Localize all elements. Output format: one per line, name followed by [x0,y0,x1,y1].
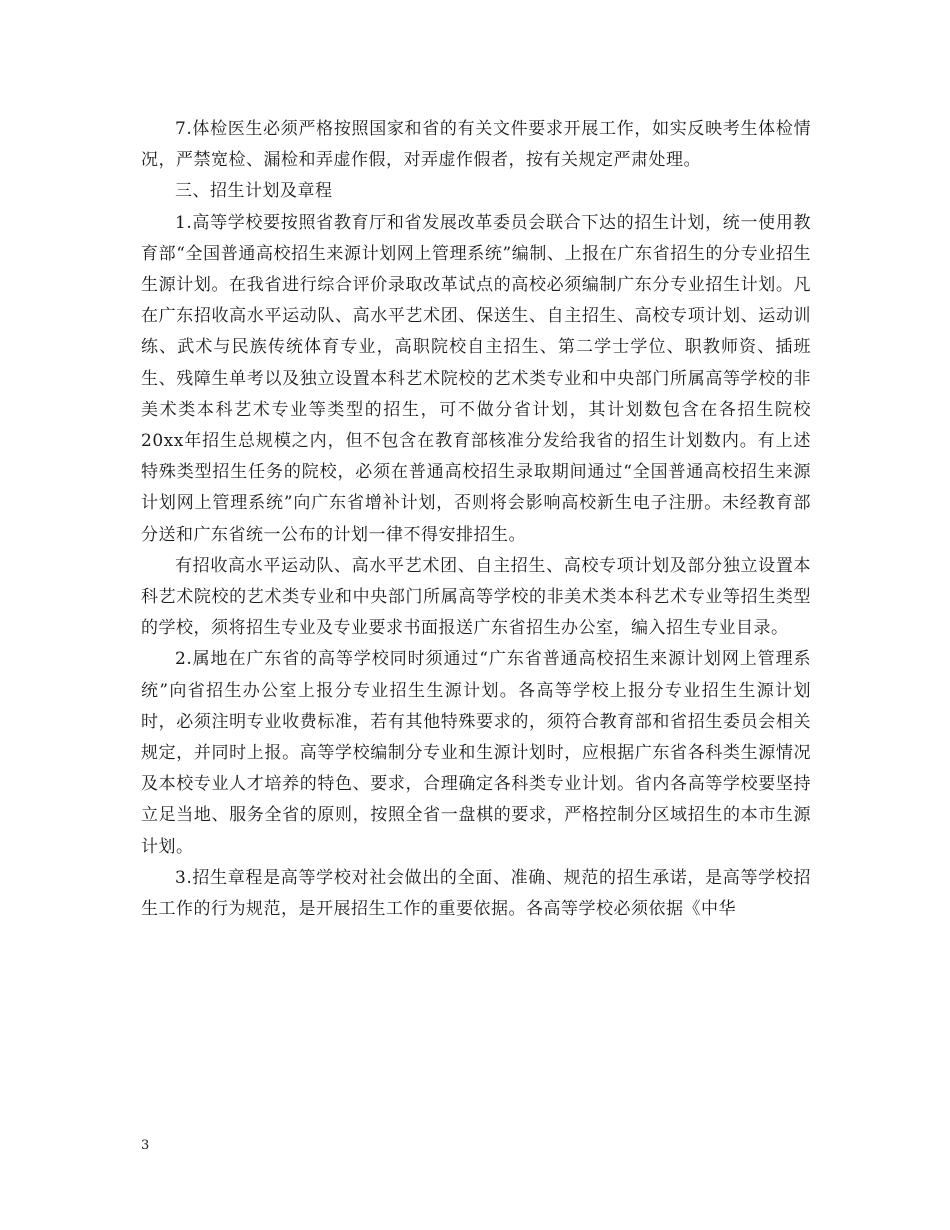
section-heading-enrollment-plan: 三、招生计划及章程 [175,181,333,202]
paragraph-enrollment-charter-3: 3.招生章程是高等学校对社会做出的全面、准确、规范的招生承诺，是高等学校招生工作的行为规范，是开展招生工作的重要依据。各高等学校必须依据《中华 [141,867,811,920]
document-body [141,114,811,925]
paragraph-special-types: 有招收高水平运动队、高水平艺术团、自主招生、高校专项计划及部分独立设置本科艺术院校的艺术类专业和中央部门所属高等学校的非美术类本科艺术专业等招生类型的学校，须将招生专业及专业要求书面报送广东省招生办公室，编入招生专业目录。 [141,555,811,639]
page-number: 3 [141,1138,150,1153]
paragraph-medical-exam: 7.体检医生必须严格按照国家和省的有关文件要求开展工作，如实反映考生体检情况，严禁宽检、漏检和弄虚作假，对弄虚作假者，按有关规定严肃处理。 [141,119,811,171]
paragraph-enrollment-plan-1: 1.高等学校要按照省教育厅和省发展改革委员会联合下达的招生计划，统一使用教育部“全国普通高校招生来源计划网上管理系统”编制、上报在广东省招生的分专业招生生源计划。在我省进行综合评价录取改革试点的高校必须编制广东分专业招生计划。凡在广东招收高水平运动队、高水平艺术团、保送生、自主招生、高校专项计划、运动训练、武术与民族传统体育专业，高职院校自主招生、第二学士学位、职教师资、插班生、残障生单考以及独立设置本科艺术院校的艺术类专业和中央部门所属高等学校的非美术类本科艺术专业等类型的招生，可不做分省计划，其计划数包含在各招生院校20xx年招生总规模之内，但不包含在教育部核准分发给我省的招生计划数内。有上述特殊类型招生任务的院校，必须在普通高校招生录取期间通过“全国普通高校招生来源计划网上管理系统”向广东省增补计划，否则将会影响高校新生电子注册。未经教育部分送和广东省统一公布的计划一律不得安排招生。 [141,212,811,545]
paragraph-enrollment-plan-2: 2.属地在广东省的高等学校同时须通过“广东省普通高校招生来源计划网上管理系统”向省招生办公室上报分专业招生生源计划。各高等学校上报分专业招生生源计划时，必须注明专业收费标准，若有其他特殊要求的，须符合教育部和省招生委员会相关规定，并同时上报。高等学校编制分专业和生源计划时，应根据广东省各科类生源情况及本校专业人才培养的特色、要求，合理确定各科类专业计划。省内各高等学校要坚持立足当地、服务全省的原则，按照全省一盘棋的要求，严格控制分区域招生的本市生源计划。 [141,649,811,857]
